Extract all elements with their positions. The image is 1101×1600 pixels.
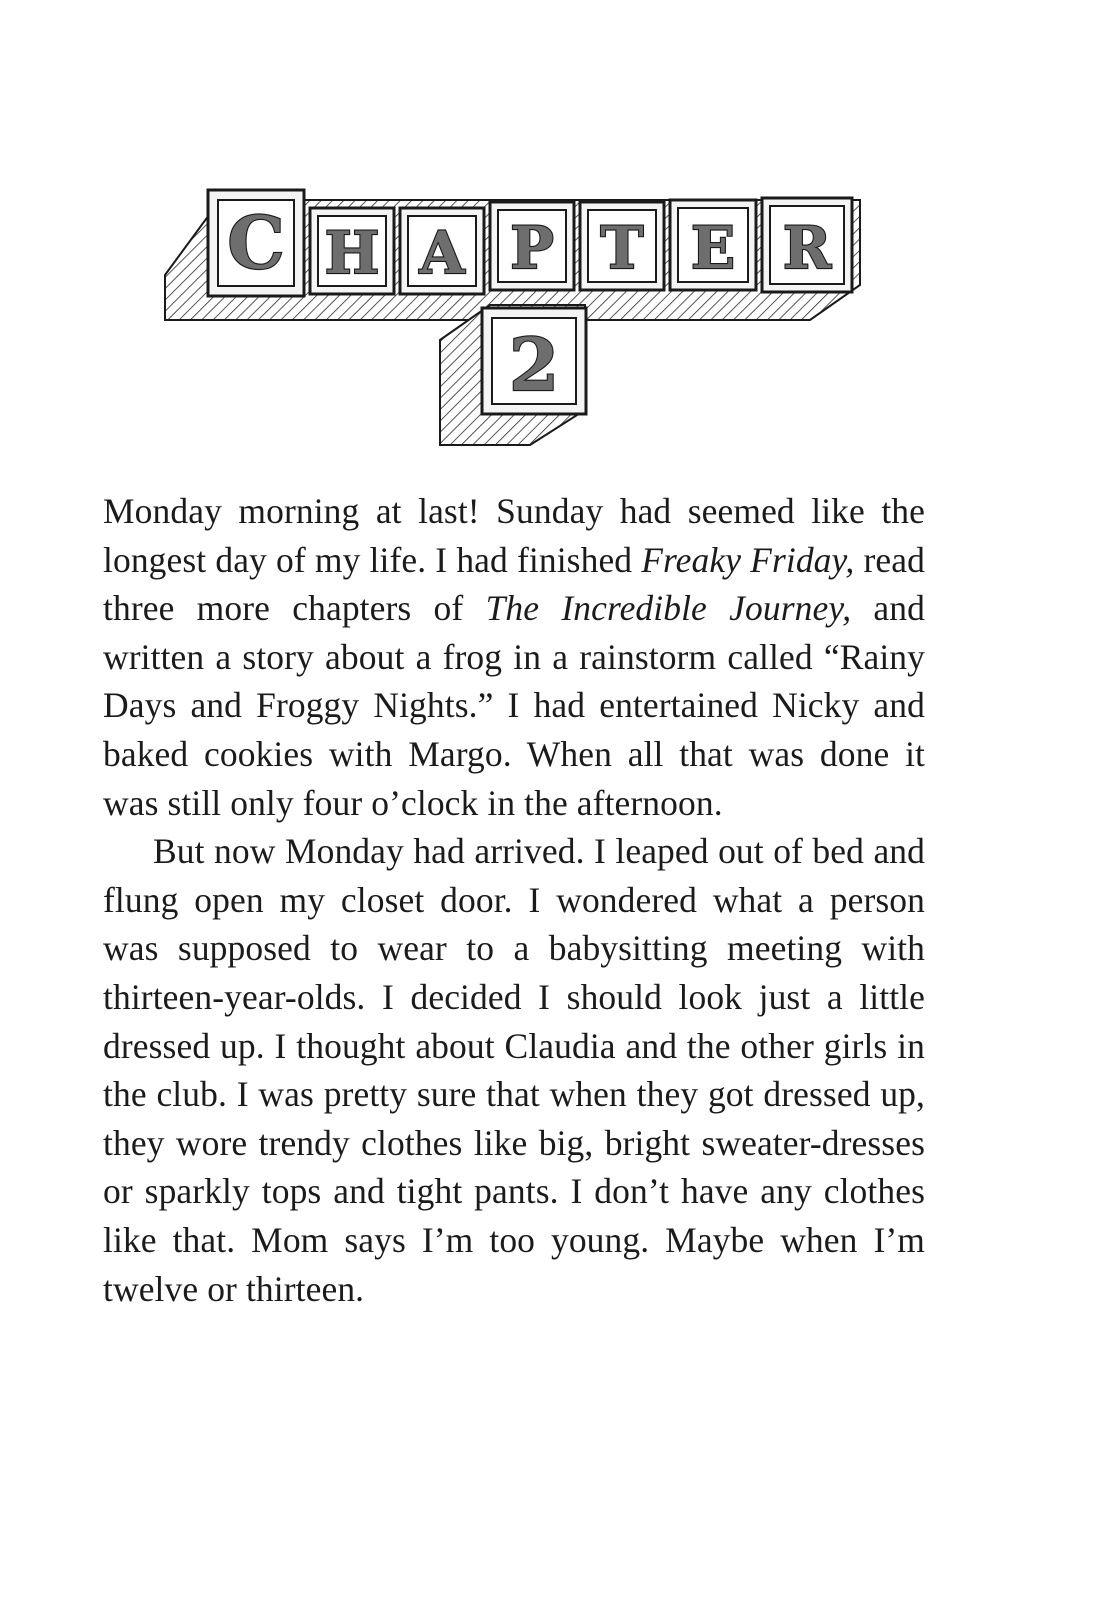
svg-text:C: C bbox=[227, 200, 285, 285]
paragraph-1-part-1: Monday morning at last! Sunday had seemed like the longest day of my life. I had finished bbox=[103, 491, 925, 580]
letter-block-h bbox=[310, 208, 394, 294]
svg-text:P: P bbox=[510, 214, 554, 282]
chapter-number-block bbox=[482, 308, 586, 414]
paragraph-1 bbox=[103, 487, 925, 827]
book-title-incredible-journey: The Incredible Journey, bbox=[485, 588, 852, 629]
book-title-freaky-friday: Freaky Friday, bbox=[641, 539, 855, 580]
letter-block-p bbox=[490, 202, 574, 290]
svg-text:T: T bbox=[600, 214, 644, 282]
letter-block-r bbox=[762, 198, 852, 292]
svg-text:R: R bbox=[782, 214, 832, 282]
svg-text:2: 2 bbox=[508, 322, 560, 407]
paragraph-2: But now Monday had arrived. I leaped out of bed and flung open my closet door. I wondered what a person was supposed to wear to a babysitting meeting with thirteen-year-olds. I decided I should look just a little dressed up. I thought about Claudia and the other girls in the club. I was pretty sure that when they got dressed up, they wore trendy clothes like big, bright sweater-dresses or sparkly tops and tight pants. I don’t have any clothes like that. Mom says I’m too young. Maybe when I’m twelve or thirteen. bbox=[103, 831, 925, 1309]
chapter-body-text bbox=[103, 487, 925, 1313]
letter-block-a bbox=[400, 208, 484, 294]
letter-block-c bbox=[208, 190, 304, 296]
chapter-blocks-illustration bbox=[160, 180, 880, 460]
letter-block-e bbox=[670, 200, 756, 290]
svg-text:H: H bbox=[324, 219, 380, 287]
letter-block-t bbox=[580, 202, 664, 290]
paragraph-1-part-3: and written a story about a frog in a rainstorm called “Rainy Days and Froggy Nights.” I had entertained Nicky and baked cookies with Margo. When all that was done it was still only four o’clock in the afternoon. bbox=[103, 588, 925, 823]
svg-text:E: E bbox=[690, 214, 736, 282]
paragraph-1-part-2: read three more chapters of bbox=[103, 539, 925, 629]
chapter-heading bbox=[160, 180, 880, 460]
svg-text:A: A bbox=[419, 219, 465, 287]
